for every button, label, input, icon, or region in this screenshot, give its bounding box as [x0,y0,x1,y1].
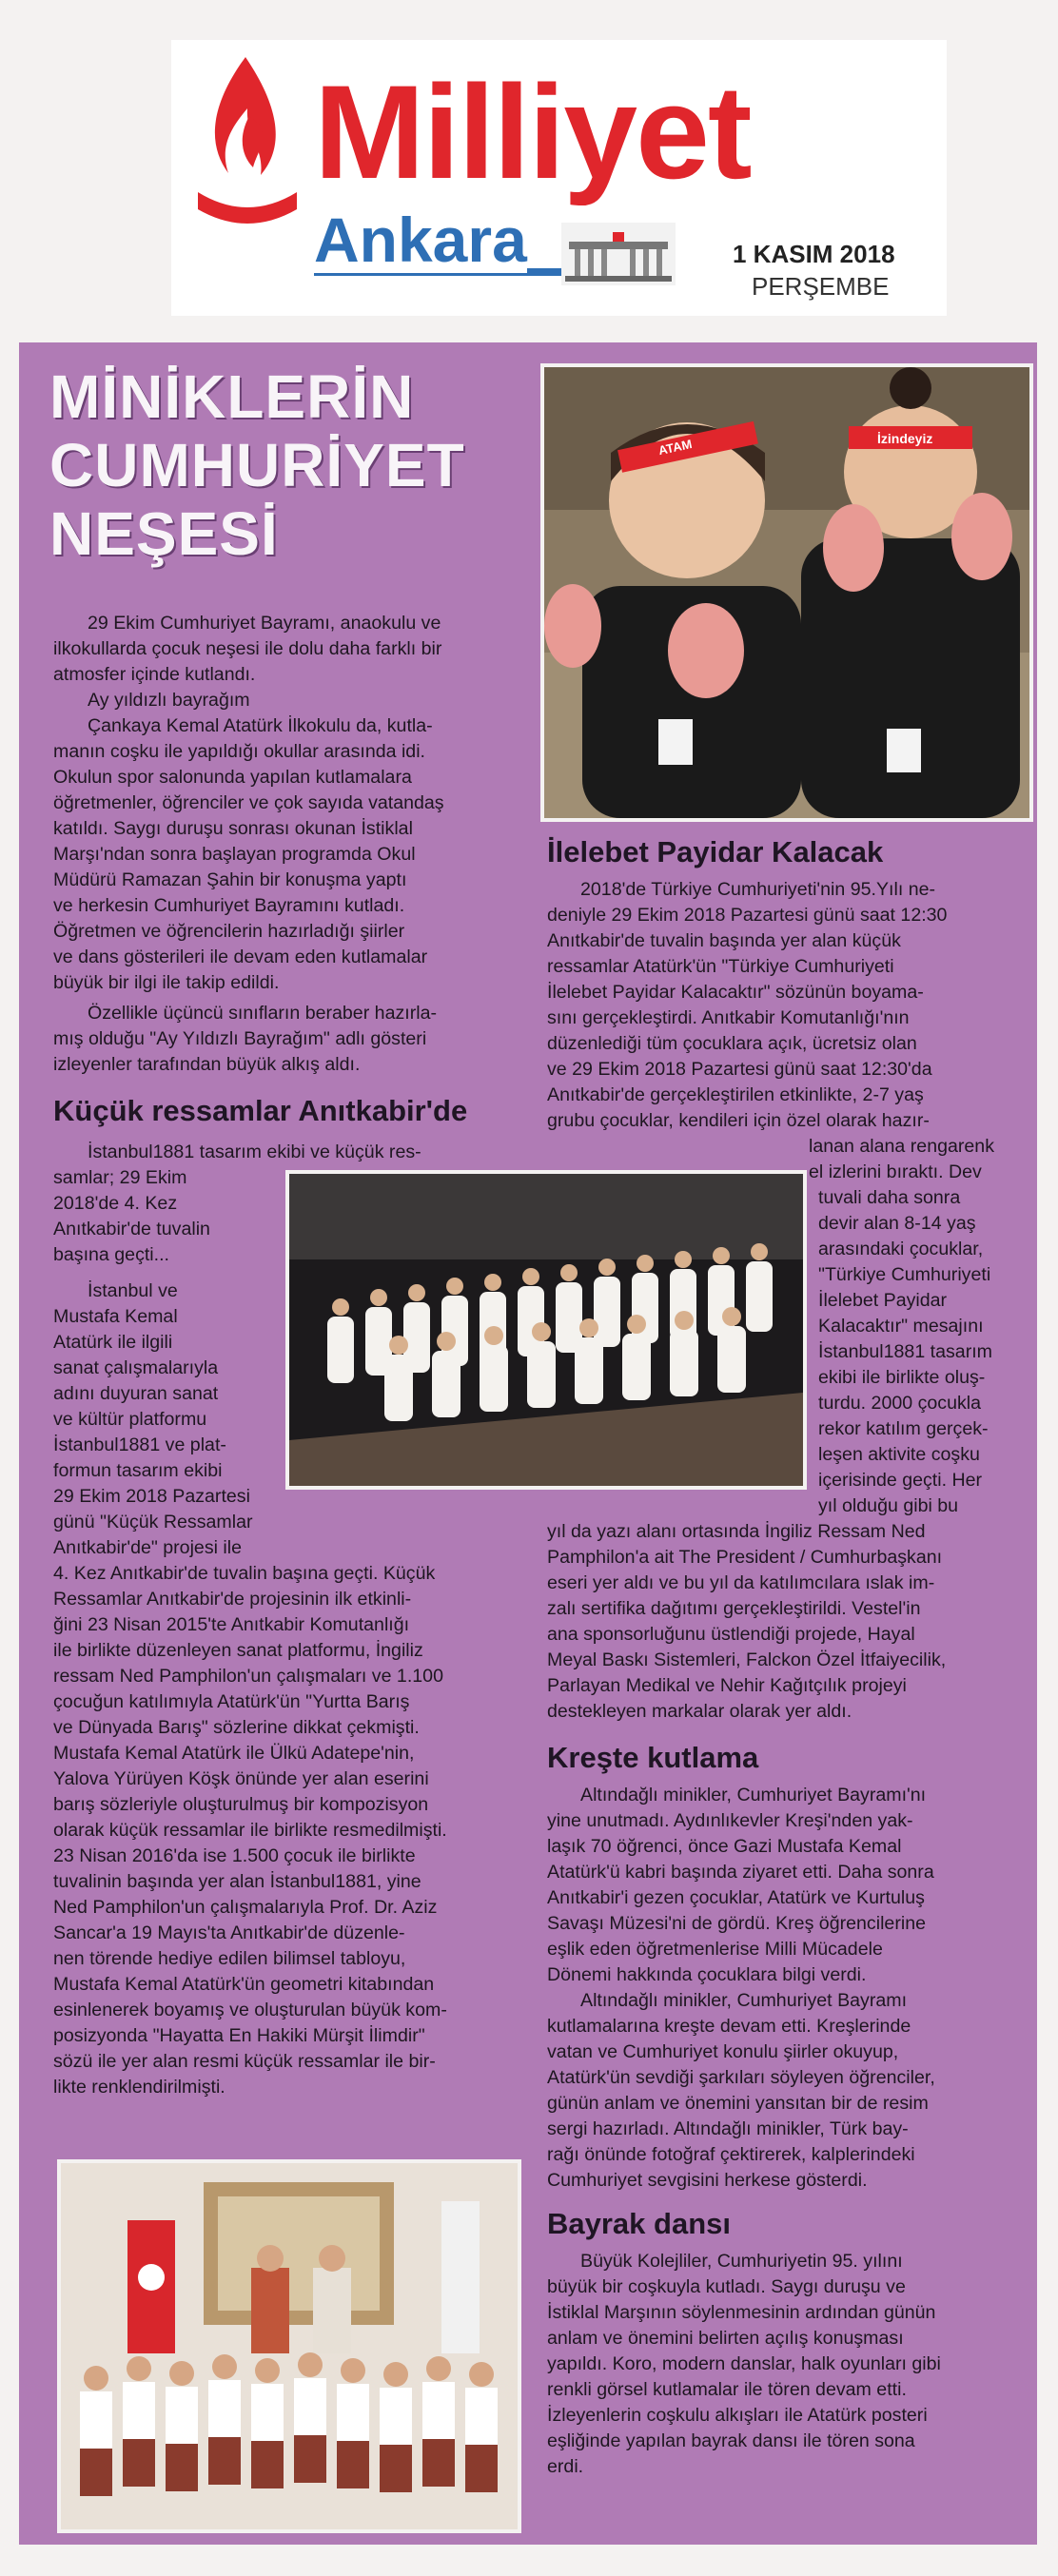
body-line: İstanbul ve [88,1280,178,1301]
body-line: 2018'de 4. Kez [53,1193,178,1214]
body-line: ana sponsorluğunu üstlendiği projede, Hayal [547,1624,915,1645]
body-line: içerisinde geçti. Her [818,1470,983,1491]
body-line: erdi. [547,2456,584,2477]
body-line: yıl da yazı alanı ortasında İngiliz Ressam Ned [547,1521,926,1542]
body-line: Sancar'a 19 Mayıs'ta Anıtkabir'de düzenle- [53,1922,405,1943]
body-line: Anıtkabir'de tuvalin başında yer alan küçük [547,930,901,951]
brand-name: Milliyet [314,57,751,206]
choir-photo-illustration [289,1174,803,1486]
body-line: olarak küçük ressamlar ile birlikte resmedilmişti. [53,1820,447,1841]
body-line: günü "Küçük Ressamlar [53,1512,253,1532]
body-line: ve dans gösterileri ile devam eden kutlamalar [53,946,428,967]
body-line: ressamlar Atatürk'ün "Türkiye Cumhuriyeti [547,956,894,977]
headband-text: ATAM [656,437,694,459]
body-line: çocuğun katılımıyla Atatürk'ün "Yurtta Barış [53,1691,410,1712]
headline-line: CUMHURİYET [49,431,465,499]
body-line: Anıtkabir'de" projesi ile [53,1537,243,1558]
body-line: laşık 70 öğrenci, önce Gazi Mustafa Kemal [547,1836,902,1857]
body-line: İlelebet Payidar [818,1290,948,1311]
body-line: yapıldı. Koro, modern danslar, halk oyunları gibi [547,2353,941,2374]
body-line: yıl olduğu gibi bu [818,1495,959,1516]
body-line: rağı önünde fotoğraf çektirerek, kalplerindeki [547,2144,915,2165]
body-line: sergi hazırladı. Altındağlı minikler, Türk bay- [547,2118,909,2139]
body-line: Anıtkabir'de gerçekleştirilen etkinlikte, 2-7 yaş [547,1084,924,1105]
body-line: Mustafa Kemal Atatürk ile Ülkü Adatepe'nin, [53,1743,415,1764]
subheading-kreste-kutlama: Kreşte kutlama [547,1741,759,1774]
body-line: büyük bir ilgi ile takip edildi. [53,972,280,993]
body-line: manın coşku ile yapıldığı okullar arasında idi. [53,741,425,762]
flame-logo-icon [190,49,304,240]
body-line: Ressamlar Anıtkabir'de projesinin ilk etkinli- [53,1589,412,1610]
body-line: turdu. 2000 çocukla [818,1393,982,1414]
body-line: izleyenler tarafından büyük alkış aldı. [53,1054,361,1075]
body-line: grubu çocuklar, kendileri için özel olarak hazır- [547,1110,930,1131]
body-line: katıldı. Saygı duruşu sonrası okunan İstiklal [53,818,413,839]
body-line: tuvalinin başında yer alan İstanbul1881, yine [53,1871,421,1892]
body-line: arasındaki çocuklar, [818,1239,984,1259]
body-line: posizyonda "Hayatta En Hakiki Mürşit İlimdir" [53,2025,425,2046]
body-line: öğretmenler, öğrenciler ve çok sayıda vatandaş [53,792,444,813]
body-line: Savaşı Müzesi'ni de gördü. Kreş öğrencilerine [547,1913,926,1934]
body-line: Kalacaktır" mesajını [818,1316,984,1337]
body-line: ve 29 Ekim 2018 Pazartesi günü saat 12:30'da [547,1059,932,1080]
body-line: Okulun spor salonunda yapılan kutlamalara [53,767,412,788]
body-line: İstanbul1881 tasarım ekibi ve küçük res- [88,1142,421,1162]
photo-children-choir [285,1170,807,1490]
body-line: deniyle 29 Ekim 2018 Pazartesi günü saat 12:30 [547,905,948,926]
body-line: mış olduğu "Ay Yıldızlı Bayrağım" adlı gösteri [53,1028,427,1049]
body-line: Dönemi hakkında çocuklara bilgi verdi. [547,1964,867,1985]
body-line: Atatürk ile ilgili [53,1332,173,1353]
section-lead: Ay yıldızlı bayrağım [88,690,250,711]
body-line: ilkokullarda çocuk neşesi ile dolu daha farklı bir [53,638,442,659]
body-line: rekor katılım gerçek- [818,1418,989,1439]
body-line: 2018'de Türkiye Cumhuriyeti'nin 95.Yılı ne- [580,879,936,900]
issue-date: 1 KASIM 2018 [733,240,895,268]
photo-girls-painted-hands [540,363,1033,822]
issue-weekday: PERŞEMBE [752,272,890,301]
body-line: lanan alana rengarenk [809,1136,994,1157]
body-line: sını gerçekleştirdi. Anıtkabir Komutanlığı'nın [547,1007,910,1028]
body-line: Yalova Yürüyen Köşk önünde yer alan eserini [53,1768,429,1789]
girls-photo-illustration [544,367,1029,818]
body-line: 4. Kez Anıtkabir'de tuvalin başına geçti. Küçük [53,1563,436,1584]
body-line: "Türkiye Cumhuriyeti [818,1264,991,1285]
body-line: Altındağlı minikler, Cumhuriyet Bayramı [580,1990,908,2011]
body-line: nen törende hediye edilen bilimsel tabloyu, [53,1948,406,1969]
body-line: leşen aktivite coşku [818,1444,980,1465]
body-line: düzenlediği tüm çocuklara açık, ücretsiz olan [547,1033,917,1054]
body-line: Öğretmen ve öğrencilerin hazırladığı şiirler [53,921,405,942]
body-line: Ned Pamphilon'un çalışmalarıyla Prof. Dr. Aziz [53,1897,438,1918]
body-line: devir alan 8-14 yaş [818,1213,976,1234]
body-line: ğini 23 Nisan 2015'te Anıtkabir Komutanlığı [53,1614,410,1635]
subheading-bayrak-dansi: Bayrak dansı [547,2207,731,2240]
body-line: el izlerini bıraktı. Dev [809,1161,982,1182]
body-line: zalı sertifika dağıtımı gerçekleştirildi. Vestel'in [547,1598,921,1619]
body-line: Mustafa Kemal Atatürk'ün geometri kitabından [53,1974,435,1995]
body-line: tuvali daha sonra [818,1187,961,1208]
body-line: Parlayan Medikal ve Nehir Kağıtçılık projeyi [547,1675,907,1696]
edition-name: Ankara [314,205,527,275]
body-line: adını duyuran sanat [53,1383,219,1404]
body-line: eşlik eden öğretmenlerise Milli Mücadele [547,1939,883,1960]
body-line: barış sözleriyle oluşturulmuş bir kompozisyon [53,1794,429,1815]
body-line: ve Dünyada Barış" sözlerine dikkat çekmişti. [53,1717,420,1738]
body-line: ile birlikte düzenleyen sanat platformu, İngiliz [53,1640,423,1661]
body-line: ekibi ile birlikte oluş- [818,1367,986,1388]
body-line: yine unutmadı. Aydınlıkevler Kreşi'nden yak- [547,1810,913,1831]
body-line: Cumhuriyet sevgisini herkese gösterdi. [547,2170,868,2191]
body-line: büyük bir coşkuyla kutladı. Saygı duruşu ve [547,2276,906,2297]
body-line: destekleyen markalar olarak yer aldı. [547,1701,852,1722]
body-line: Atatürk'ü kabri başında ziyaret etti. Daha sonra [547,1862,934,1883]
body-line: 23 Nisan 2016'da ise 1.500 çocuk ile birlikte [53,1845,416,1866]
body-line: vatan ve Cumhuriyet konulu şiirler okuyup, [547,2041,899,2062]
subheading-ilelebet: İlelebet Payidar Kalacak [547,835,884,868]
body-line: İstanbul1881 tasarım [818,1341,992,1362]
body-line: renkli görsel kutlamalar ile tören devam etti. [547,2379,907,2400]
body-line: Pamphilon'a ait The President / Cumhurbaşkanı [547,1547,943,1568]
body-line: sanat çalışmalarıyla [53,1357,219,1378]
anitkabir-icon [561,223,676,285]
body-line: kutlamalarına kreşte devam etti. Kreşlerinde [547,2016,911,2037]
body-line: eşliğinde yapılan bayrak dansı ile tören sona [547,2430,915,2451]
body-line: Mustafa Kemal [53,1306,178,1327]
headline-line: MİNİKLERİN [49,362,415,431]
body-line: günün anlam ve önemini yansıtan bir de resim [547,2093,929,2114]
body-line: samlar; 29 Ekim [53,1167,187,1188]
body-line: Meyal Baskı Sistemleri, Falckon Özel İtfaiyecilik, [547,1649,947,1670]
body-line: likte renklendirilmişti. [53,2077,225,2098]
body-line: 29 Ekim Cumhuriyet Bayramı, anaokulu ve [88,613,441,634]
masthead [171,40,947,316]
body-line: İlelebet Payidar Kalacaktır" sözünün boyama- [547,982,924,1003]
body-line: Müdürü Ramazan Şahin bir konuşma yaptı [53,869,407,890]
body-line: Altındağlı minikler, Cumhuriyet Bayramı'nı [580,1785,927,1805]
body-line: 29 Ekim 2018 Pazartesi [53,1486,250,1507]
body-line: formun tasarım ekibi [53,1460,223,1481]
headband-text: İzindeyiz [877,431,933,446]
article-panel [19,342,1037,2545]
body-line: İzleyenlerin coşkulu alkışları ile Atatürk posteri [547,2405,928,2426]
body-line: ve herkesin Cumhuriyet Bayramını kutladı. [53,895,405,916]
body-line: eseri yer aldı ve bu yıl da katılımcılara ıslak im- [547,1572,935,1593]
body-line: Atatürk'ün sevdiği şarkıları söyleyen öğrenciler, [547,2067,935,2088]
body-line: sözü ile yer alan resmi küçük ressamlar ile bir- [53,2051,436,2072]
body-line: esinlenerek boyamış ve oluşturulan büyük kom- [53,2000,447,2020]
body-line: Anıtkabir'de tuvalin [53,1219,210,1239]
headline-line: NEŞESİ [49,499,279,568]
body-line: İstanbul1881 ve plat- [53,1434,226,1455]
photo-kindergarten-flag [57,2159,521,2533]
body-line: anlam ve önemini belirten açılış konuşması [547,2328,904,2349]
subheading-kucuk-ressamlar: Küçük ressamlar Anıtkabir'de [53,1094,468,1127]
body-line: ressam Ned Pamphilon'un çalışmaları ve 1.100 [53,1666,443,1687]
body-line: Marşı'ndan sonra başlayan programda Okul [53,844,416,865]
body-line: Büyük Kolejliler, Cumhuriyetin 95. yılını [580,2251,903,2272]
kindergarten-photo-illustration [61,2163,518,2529]
body-line: Çankaya Kemal Atatürk İlkokulu da, kutla- [88,715,433,736]
body-line: Anıtkabir'i gezen çocuklar, Atatürk ve Kurtuluş [547,1887,925,1908]
body-line: başına geçti... [53,1244,169,1265]
body-line: Özellikle üçüncü sınıfların beraber hazırla- [88,1003,438,1024]
body-line: atmosfer içinde kutlandı. [53,664,256,685]
body-line: ve kültür platformu [53,1409,207,1430]
body-line: İstiklal Marşının söylenmesinin ardından günün [547,2302,936,2323]
